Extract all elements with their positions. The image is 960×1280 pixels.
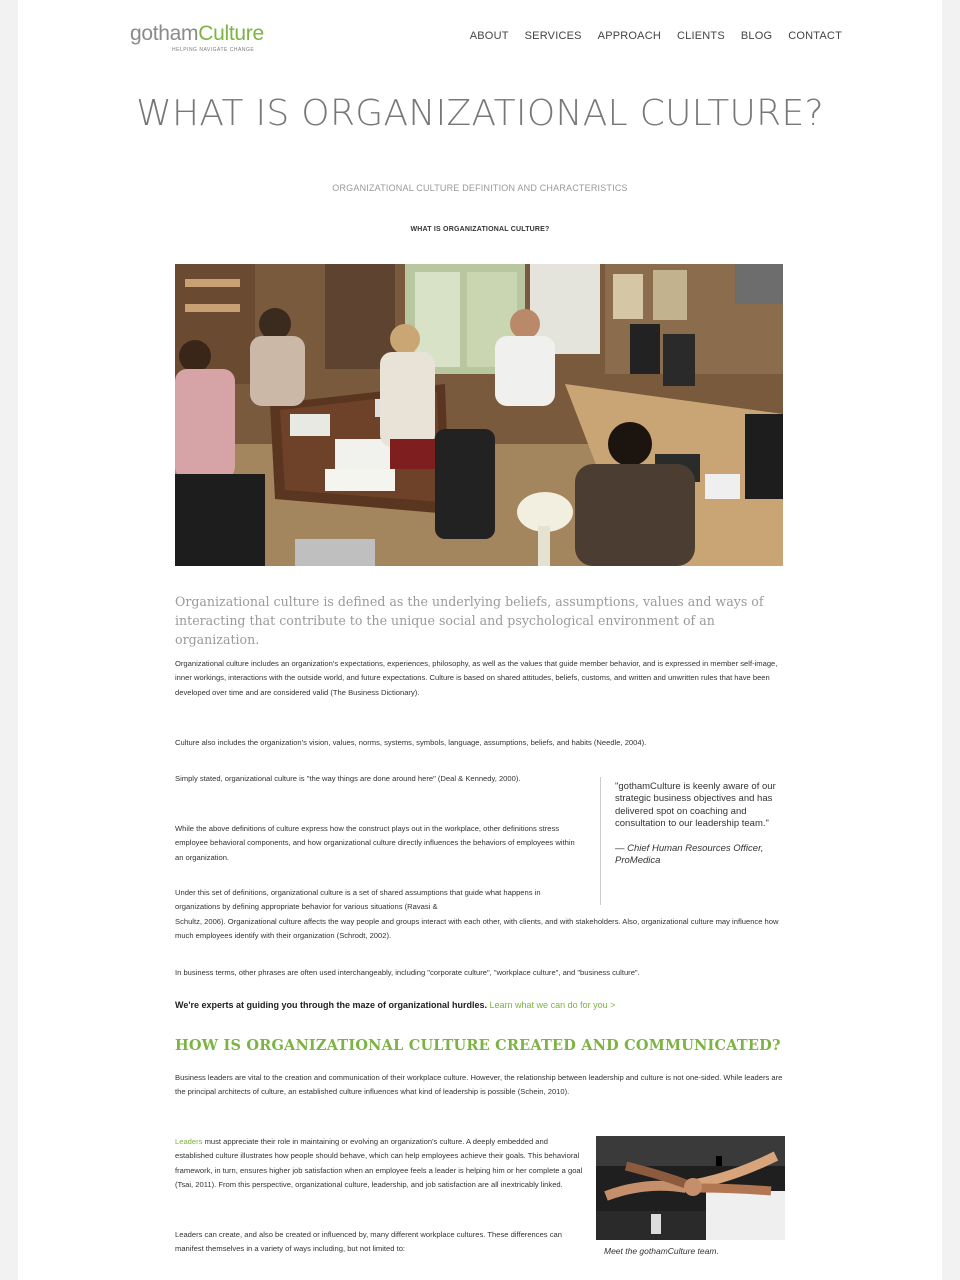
paragraph-leaders — [175, 1135, 585, 1192]
paragraph-shared-assumptions-cont: Schultz, 2006). Organizational culture affects the way people and groups interact with each other, with clients, and with stakeholders. Also, organizational culture may influence how much employees identify with their organization (Schrodt, 2002). — [175, 917, 779, 941]
page-title — [18, 92, 942, 135]
paragraph-culture-definition: Organizational culture includes an organization's expectations, experiences, philosophy, as well as the values that guide member behavior, and is expressed in member self-image, inner workings, interactions with the outside world, and future expectations. Culture is based on shared attitudes, beliefs, customs, and written and unwritten rules that have been developed over time and are considered valid (The Business Dictionary). — [175, 659, 778, 697]
office-photo — [175, 264, 783, 566]
paragraph-definitions: While the above definitions of culture express how the construct plays out in the workplace, other definitions stress employee behavioral components, and how organizational culture directly influences the behaviors of employees within an organization. — [175, 824, 575, 862]
hero-image — [175, 264, 783, 566]
team-photo-caption: Meet the gothamCulture team. — [604, 1246, 719, 1256]
nav-contact[interactable]: CONTACT — [788, 30, 842, 42]
paragraph-business-terms: In business terms, other phrases are often used interchangeably, including "corporate culture", "workplace culture", and "business culture". — [175, 968, 640, 977]
paragraph-leaders-create: Leaders can create, and also be created or influenced by, many different workplace cultures. These differences can manifest themselves in a variety of ways including, but not limited to: — [175, 1230, 562, 1254]
intro-text: Organizational culture is defined as the underlying beliefs, assumptions, values and ways of interacting that contribute to the unique social and psychological environment of an organization. — [175, 594, 764, 647]
paragraph-leaders-text: must appreciate their role in maintaining or evolving an organization's culture. A deeply embedded and established culture illustrates how people should behave, which can help employees achieve their goals. This behavioral framework, in turn, ensures higher job satisfaction when an employee feels a leader is helping him or her complete a goal (Tsai, 2011). From this perspective, organizational culture, leadership, and job satisfaction are all inextricably linked. — [175, 1137, 583, 1189]
nav-approach[interactable]: APPROACH — [597, 30, 662, 42]
main-nav — [470, 30, 842, 42]
nav-clients[interactable]: CLIENTS — [677, 30, 725, 42]
leaders-link[interactable]: Leaders — [175, 1137, 203, 1146]
nav-blog[interactable]: BLOG — [740, 30, 773, 42]
quote-text: "gothamCulture is keenly aware of our strategic business objectives and has delivered spot on coaching and consultation to our leadership team." — [615, 781, 776, 830]
testimonial-quote — [600, 777, 785, 905]
logo-tagline: HELPING NAVIGATE CHANGE — [172, 47, 255, 53]
nav-about[interactable]: ABOUT — [469, 30, 509, 42]
site-logo[interactable] — [130, 22, 264, 53]
team-photo[interactable] — [596, 1136, 785, 1240]
team-hands-photo — [596, 1136, 785, 1240]
cta-line — [175, 1000, 615, 1010]
paragraph-shared-assumptions: Under this set of definitions, organizational culture is a set of shared assumptions that guide what happens in organizations by defining appropriate behavior for various situations (Ravasi & — [175, 888, 541, 912]
logo-culture: Culture — [198, 22, 264, 45]
paragraph-business-leaders: Business leaders are vital to the creation and communication of their workplace culture. However, the relationship between leadership and culture is not one-sided. While leaders are the principal architects of culture, an established culture influences what kind of leadership is possible (Schein, 2010). — [175, 1073, 783, 1097]
page-subtitle: ORGANIZATIONAL CULTURE DEFINITION AND CHARACTERISTICS — [332, 183, 628, 193]
section-heading: HOW IS ORGANIZATIONAL CULTURE CREATED AND COMMUNICATED? — [175, 1037, 781, 1054]
quote-attribution: — Chief Human Resources Officer, ProMedica — [615, 842, 764, 867]
paragraph-simply-stated: Simply stated, organizational culture is "the way things are done around here" (Deal & Kennedy, 2000). — [175, 774, 521, 783]
paragraph-culture-includes: Culture also includes the organization's vision, values, norms, systems, symbols, language, assumptions, beliefs, and habits (Needle, 2004). — [175, 738, 647, 747]
logo-gotham: gotham — [130, 22, 199, 45]
logo-wordmark — [130, 22, 264, 46]
breadcrumb[interactable]: WHAT IS ORGANIZATIONAL CULTURE? — [410, 226, 550, 233]
cta-bold-text: We're experts at guiding you through the maze of organizational hurdles. — [175, 1000, 488, 1010]
page — [18, 0, 942, 1280]
nav-services[interactable]: SERVICES — [524, 30, 582, 42]
page-title-text: WHAT IS ORGANIZATIONAL CULTURE? — [136, 93, 824, 134]
cta-link[interactable]: Learn what we can do for you > — [489, 1000, 616, 1010]
